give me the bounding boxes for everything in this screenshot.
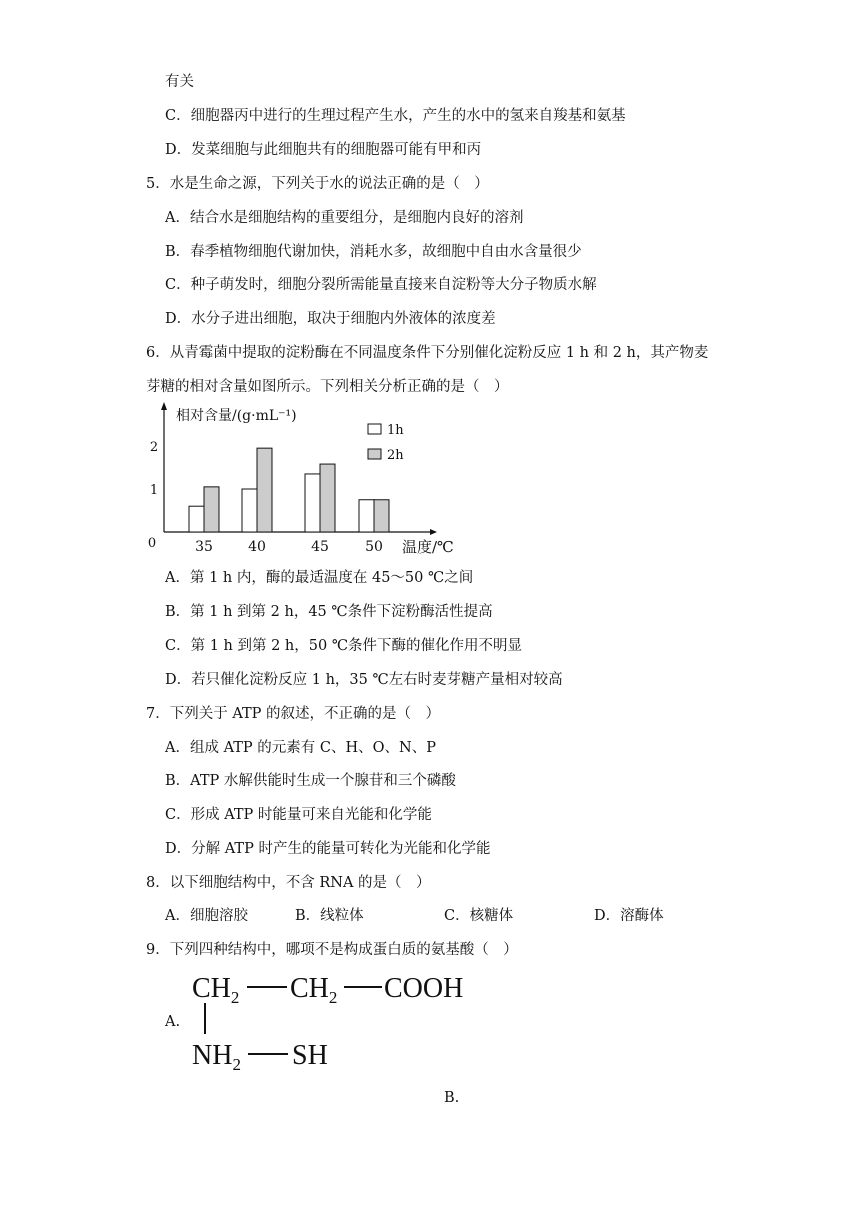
formula-sh: SH <box>292 1040 328 1071</box>
bar-2h <box>320 464 335 532</box>
svg-text:NH2: $NH_2$ <box>192 1040 241 1074</box>
structural-formula-a <box>192 970 492 1074</box>
legend-swatch-1h <box>368 424 381 434</box>
formula-ch2: CH <box>290 973 329 1004</box>
option-a: A．细胞溶胶 <box>165 908 248 924</box>
question-9: 9．下列四种结构中，哪项不是构成蛋白质的氨基酸（ ） <box>146 942 518 958</box>
svg-text:CH2: $CH_2$ <box>192 973 240 1007</box>
legend-label-1h: 1h <box>387 423 404 438</box>
bar-chart-svg <box>147 400 454 560</box>
bar-1h <box>189 506 204 532</box>
formula-cooh: COOH <box>384 973 464 1004</box>
question-6: 6．从青霉菌中提取的淀粉酶在不同温度条件下分别催化淀粉反应 1 h 和 2 h，其产物麦 <box>146 345 709 361</box>
question-6-cont: 芽糖的相对含量如图所示。下列相关分析正确的是（ ） <box>146 379 509 395</box>
option-c: C．细胞器丙中进行的生理过程产生水，产生的水中的氢来自羧基和氨基 <box>165 108 626 124</box>
bar-1h <box>305 474 320 532</box>
text-line: 有关 <box>165 74 194 90</box>
x-tick-label: 40 <box>248 539 266 555</box>
question-7: 7．下列关于 ATP 的叙述，不正确的是（ ） <box>146 706 441 722</box>
option-d: D．水分子进出细胞，取决于细胞内外液体的浓度差 <box>165 311 496 327</box>
option-c: C．核糖体 <box>444 908 514 924</box>
option-c: C．种子萌发时，细胞分裂所需能量直接来自淀粉等大分子物质水解 <box>165 277 597 293</box>
option-d: D．若只催化淀粉反应 1 h，35 ℃左右时麦芽糖产量相对较高 <box>165 672 563 688</box>
bar-1h <box>359 500 374 532</box>
bar-2h <box>374 500 389 532</box>
option-d: D．溶酶体 <box>594 908 664 924</box>
option-b-label: B. <box>444 1090 460 1106</box>
option-a: A．组成 ATP 的元素有 C、H、O、N、P <box>165 740 436 756</box>
legend-label-2h: 2h <box>387 448 404 463</box>
x-axis-arrow <box>430 529 437 535</box>
option-b: B．春季植物细胞代谢加快，消耗水多，故细胞中自由水含量很少 <box>165 244 582 260</box>
legend-swatch-2h <box>368 449 381 459</box>
y-tick-label: 1 <box>149 483 159 498</box>
y-tick-label: 2 <box>149 440 159 455</box>
x-tick-label: 35 <box>195 539 213 555</box>
option-a: A．第 1 h 内，酶的最适温度在 45～50 ℃之间 <box>165 570 474 586</box>
svg-text:CH2: $CH_2$ <box>290 973 338 1007</box>
option-c: C．第 1 h 到第 2 h，50 ℃条件下酶的催化作用不明显 <box>165 638 523 654</box>
option-b: B．第 1 h 到第 2 h，45 ℃条件下淀粉酶活性提高 <box>165 604 493 620</box>
formula-svg <box>192 970 492 1074</box>
formula-nh2: NH <box>192 1040 233 1071</box>
y-tick-label: 0 <box>147 536 157 551</box>
x-tick-label: 45 <box>311 539 329 555</box>
y-axis-label: 相对含量/(g·mL⁻¹) <box>176 408 297 424</box>
option-d: D．发菜细胞与此细胞共有的细胞器可能有甲和丙 <box>165 142 482 158</box>
bar-2h <box>257 448 272 532</box>
option-b: B．ATP 水解供能时生成一个腺苷和三个磷酸 <box>165 773 456 789</box>
bar-2h <box>204 487 219 532</box>
bar-1h <box>242 489 257 532</box>
question-8: 8．以下细胞结构中，不含 RNA 的是（ ） <box>146 875 431 891</box>
formula-ch2: CH <box>192 973 231 1004</box>
x-tick-label: 50 <box>365 539 383 555</box>
option-c: C．形成 ATP 时能量可来自光能和化学能 <box>165 807 432 823</box>
x-axis-label: 温度/℃ <box>402 538 454 556</box>
option-a-label: A. <box>165 1014 181 1030</box>
question-5: 5．水是生命之源，下列关于水的说法正确的是（ ） <box>146 176 489 192</box>
option-b: B．线粒体 <box>295 908 364 924</box>
bar-chart <box>147 400 454 560</box>
option-a: A．结合水是细胞结构的重要组分，是细胞内良好的溶剂 <box>165 210 524 226</box>
y-axis-arrow <box>161 402 167 410</box>
option-d: D．分解 ATP 时产生的能量可转化为光能和化学能 <box>165 841 491 857</box>
